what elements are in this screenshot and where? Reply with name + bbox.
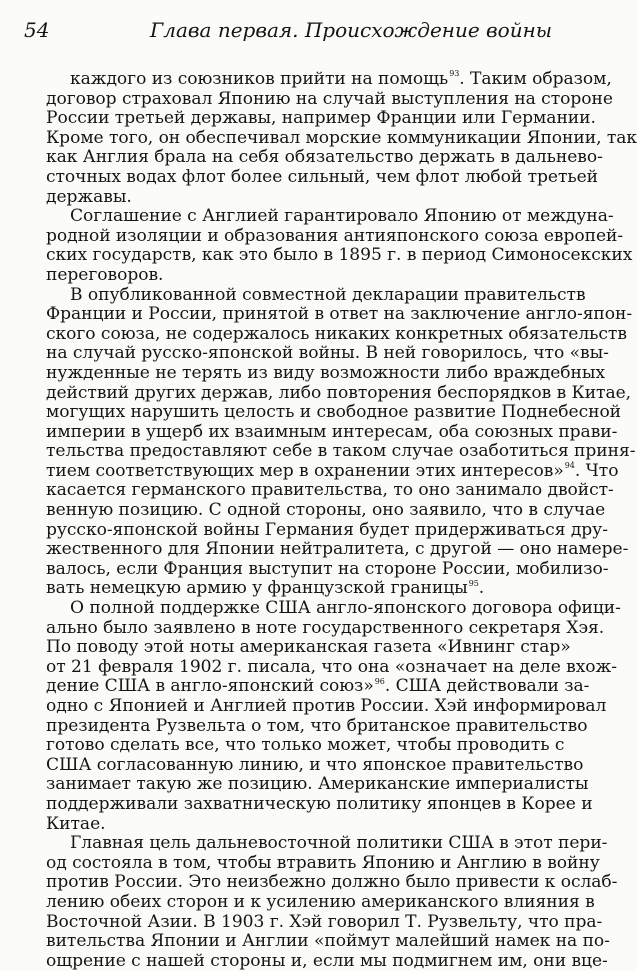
text-line xyxy=(46,166,599,188)
text-line xyxy=(46,343,609,364)
text-line xyxy=(46,617,605,639)
line-text: касается германского правительства, то оно занимало двойст- xyxy=(46,480,614,501)
paragraph xyxy=(46,598,621,834)
text-line xyxy=(46,266,565,286)
line-text: готово сделать все, что только может, чтобы проводить с xyxy=(46,735,565,756)
line-text: вать немецкую армию у французской границы xyxy=(46,578,468,599)
paragraph xyxy=(46,69,637,207)
line-text: сточных водах флот более сильный, чем флот любой третьей xyxy=(46,166,599,187)
line-text: действий других держав, либо повторения беспорядков в Китае, xyxy=(46,382,632,403)
line-text: договор страховал Японию на случай выступления на стороне xyxy=(46,88,613,109)
line-text: державы. xyxy=(46,186,132,207)
text-line xyxy=(46,206,614,227)
text-line xyxy=(46,676,590,697)
line-text: валось, если Франция выступит на стороне России, мобилизо- xyxy=(46,558,609,579)
line-text: ского союза, не содержалось никаких конкретных обязательств xyxy=(46,323,627,344)
line-text-after-note: . xyxy=(478,578,485,599)
running-head: Глава первая. Происхождение войны xyxy=(150,18,553,42)
line-text: По поводу этой ноты американская газета «Ивнинг стар» xyxy=(46,637,571,658)
footnote-marker: 95 xyxy=(468,578,479,588)
text-line xyxy=(46,460,619,482)
line-text: поддерживали захватническую политику японцев в Корее и xyxy=(46,793,593,814)
text-line xyxy=(46,579,565,599)
text-line xyxy=(46,911,603,933)
line-text: Китае. xyxy=(46,813,106,834)
text-line xyxy=(46,950,608,971)
line-text: президента Рузвельта о том, что британское правительство xyxy=(46,715,588,736)
text-line xyxy=(46,304,633,325)
text-line xyxy=(46,774,589,795)
body-text xyxy=(46,69,637,971)
text-line xyxy=(46,108,596,129)
text-line xyxy=(46,656,617,678)
text-line xyxy=(46,480,614,501)
line-text: Соглашение с Англией гарантировало Японию от междуна- xyxy=(70,206,614,227)
text-line xyxy=(46,127,637,149)
page-number: 54 xyxy=(24,18,50,42)
text-line xyxy=(46,382,632,404)
text-line xyxy=(46,188,565,208)
line-text: ощрение с нашей стороны и, если мы подмигнем им, они вце- xyxy=(46,950,608,971)
line-text: В опубликованной совместной декларации правительств xyxy=(70,284,586,305)
text-line xyxy=(46,558,609,580)
line-text: Франции и России, принятой в ответ на заключение англо-япон- xyxy=(46,304,633,325)
line-text: переговоров. xyxy=(46,264,164,285)
line-text: империи в ущерб их взаимным интересам, оба союзных прави- xyxy=(46,421,618,442)
line-text: русско-японской войны Германия будет придерживаться дру- xyxy=(46,519,608,540)
line-text: на случай русско-японской войны. В ней говорилось, что «вы- xyxy=(46,343,609,364)
line-text-after-note: . Что xyxy=(574,460,619,481)
footnote-marker: 93 xyxy=(449,69,460,79)
text-line xyxy=(46,931,610,952)
line-text: США согласованную линию, и что японское правительство xyxy=(46,754,584,775)
text-line xyxy=(46,598,621,619)
text-line xyxy=(46,362,606,384)
text-line xyxy=(46,736,565,756)
line-text: од состояла в том, чтобы втравить Японию и Англию в войну xyxy=(46,852,600,873)
line-text: от 21 февраля 1902 г. писала, что она «означает на деле вхож- xyxy=(46,656,617,677)
text-line xyxy=(46,88,613,110)
paragraph-list xyxy=(46,69,637,971)
text-line xyxy=(46,833,608,854)
line-text: дение США в англо-японский союз» xyxy=(46,676,374,697)
line-text: могущих нарушить целость и свободное развитие Поднебесной xyxy=(46,402,622,423)
line-text: венную позицию. С одной стороны, оно заявило, что в случае xyxy=(46,500,606,521)
line-text: вительства Японии и Англии «поймут малейший намек на по- xyxy=(46,931,610,952)
line-text-after-note: . Таким образом, xyxy=(459,69,612,89)
line-text: родной изоляции и образования антияпонского союза европей- xyxy=(46,225,624,246)
text-line xyxy=(46,793,593,815)
text-line xyxy=(46,852,600,874)
line-text: каждого из союзников прийти на помощь xyxy=(70,69,449,89)
line-text: тельства предоставляют себе в таком случае озаботиться приня- xyxy=(46,441,636,462)
line-text: Восточной Азии. В 1903 г. Хэй говорил Т. Рузвельту, что пра- xyxy=(46,911,603,932)
line-text-after-note: . США действовали за- xyxy=(384,676,590,697)
line-text: занимает такую же позицию. Американские империалисты xyxy=(46,774,589,795)
text-line xyxy=(46,637,571,658)
text-line xyxy=(46,891,595,913)
text-line xyxy=(46,284,586,306)
line-text: Главная цель дальневосточной политики США в этот пери- xyxy=(70,833,608,854)
text-line xyxy=(46,323,627,345)
text-line xyxy=(46,147,603,168)
line-text: против России. Это неизбежно должно было привести к ослаб- xyxy=(46,872,618,893)
line-text: ально было заявлено в ноте государственного секретаря Хэя. xyxy=(46,617,605,638)
text-line xyxy=(46,519,608,541)
paragraph xyxy=(46,284,636,600)
text-line xyxy=(46,500,606,521)
line-text: России третьей державы, например Франции или Германии. xyxy=(46,108,596,129)
text-line xyxy=(46,539,629,560)
line-text: тием соответствующих мер в охранении этих интересов» xyxy=(46,460,564,481)
footnote-marker: 94 xyxy=(564,461,575,471)
line-text: жественного для Японии нейтралитета, с другой — оно намере- xyxy=(46,539,629,560)
line-text: как Англия брала на себя обязательство держать в дальнево- xyxy=(46,147,603,168)
text-line xyxy=(46,441,636,462)
paragraph xyxy=(46,206,633,285)
text-line xyxy=(46,245,633,266)
line-text: ских государств, как это было в 1895 г. в период Симоносекских xyxy=(46,245,633,266)
footnote-marker: 96 xyxy=(374,676,385,686)
text-line xyxy=(46,754,584,776)
line-text: нужденные не терять из виду возможности либо враждебных xyxy=(46,362,606,383)
text-line xyxy=(46,815,565,835)
text-line xyxy=(46,69,612,90)
text-line xyxy=(46,402,622,423)
line-text: Кроме того, он обеспечивал морские коммуникации Японии, так xyxy=(46,127,637,148)
text-line xyxy=(46,225,624,247)
paragraph xyxy=(46,833,618,971)
text-line xyxy=(46,715,588,737)
line-text: О полной поддержке США англо-японского договора офици- xyxy=(70,598,621,619)
page-header xyxy=(24,18,566,42)
line-text: одно с Японией и Англией против России. Хэй информировал xyxy=(46,696,607,716)
text-line xyxy=(46,696,607,717)
text-line xyxy=(46,872,618,893)
text-line xyxy=(46,421,618,443)
line-text: лению обеих сторон и к усилению американского влияния в xyxy=(46,891,595,912)
